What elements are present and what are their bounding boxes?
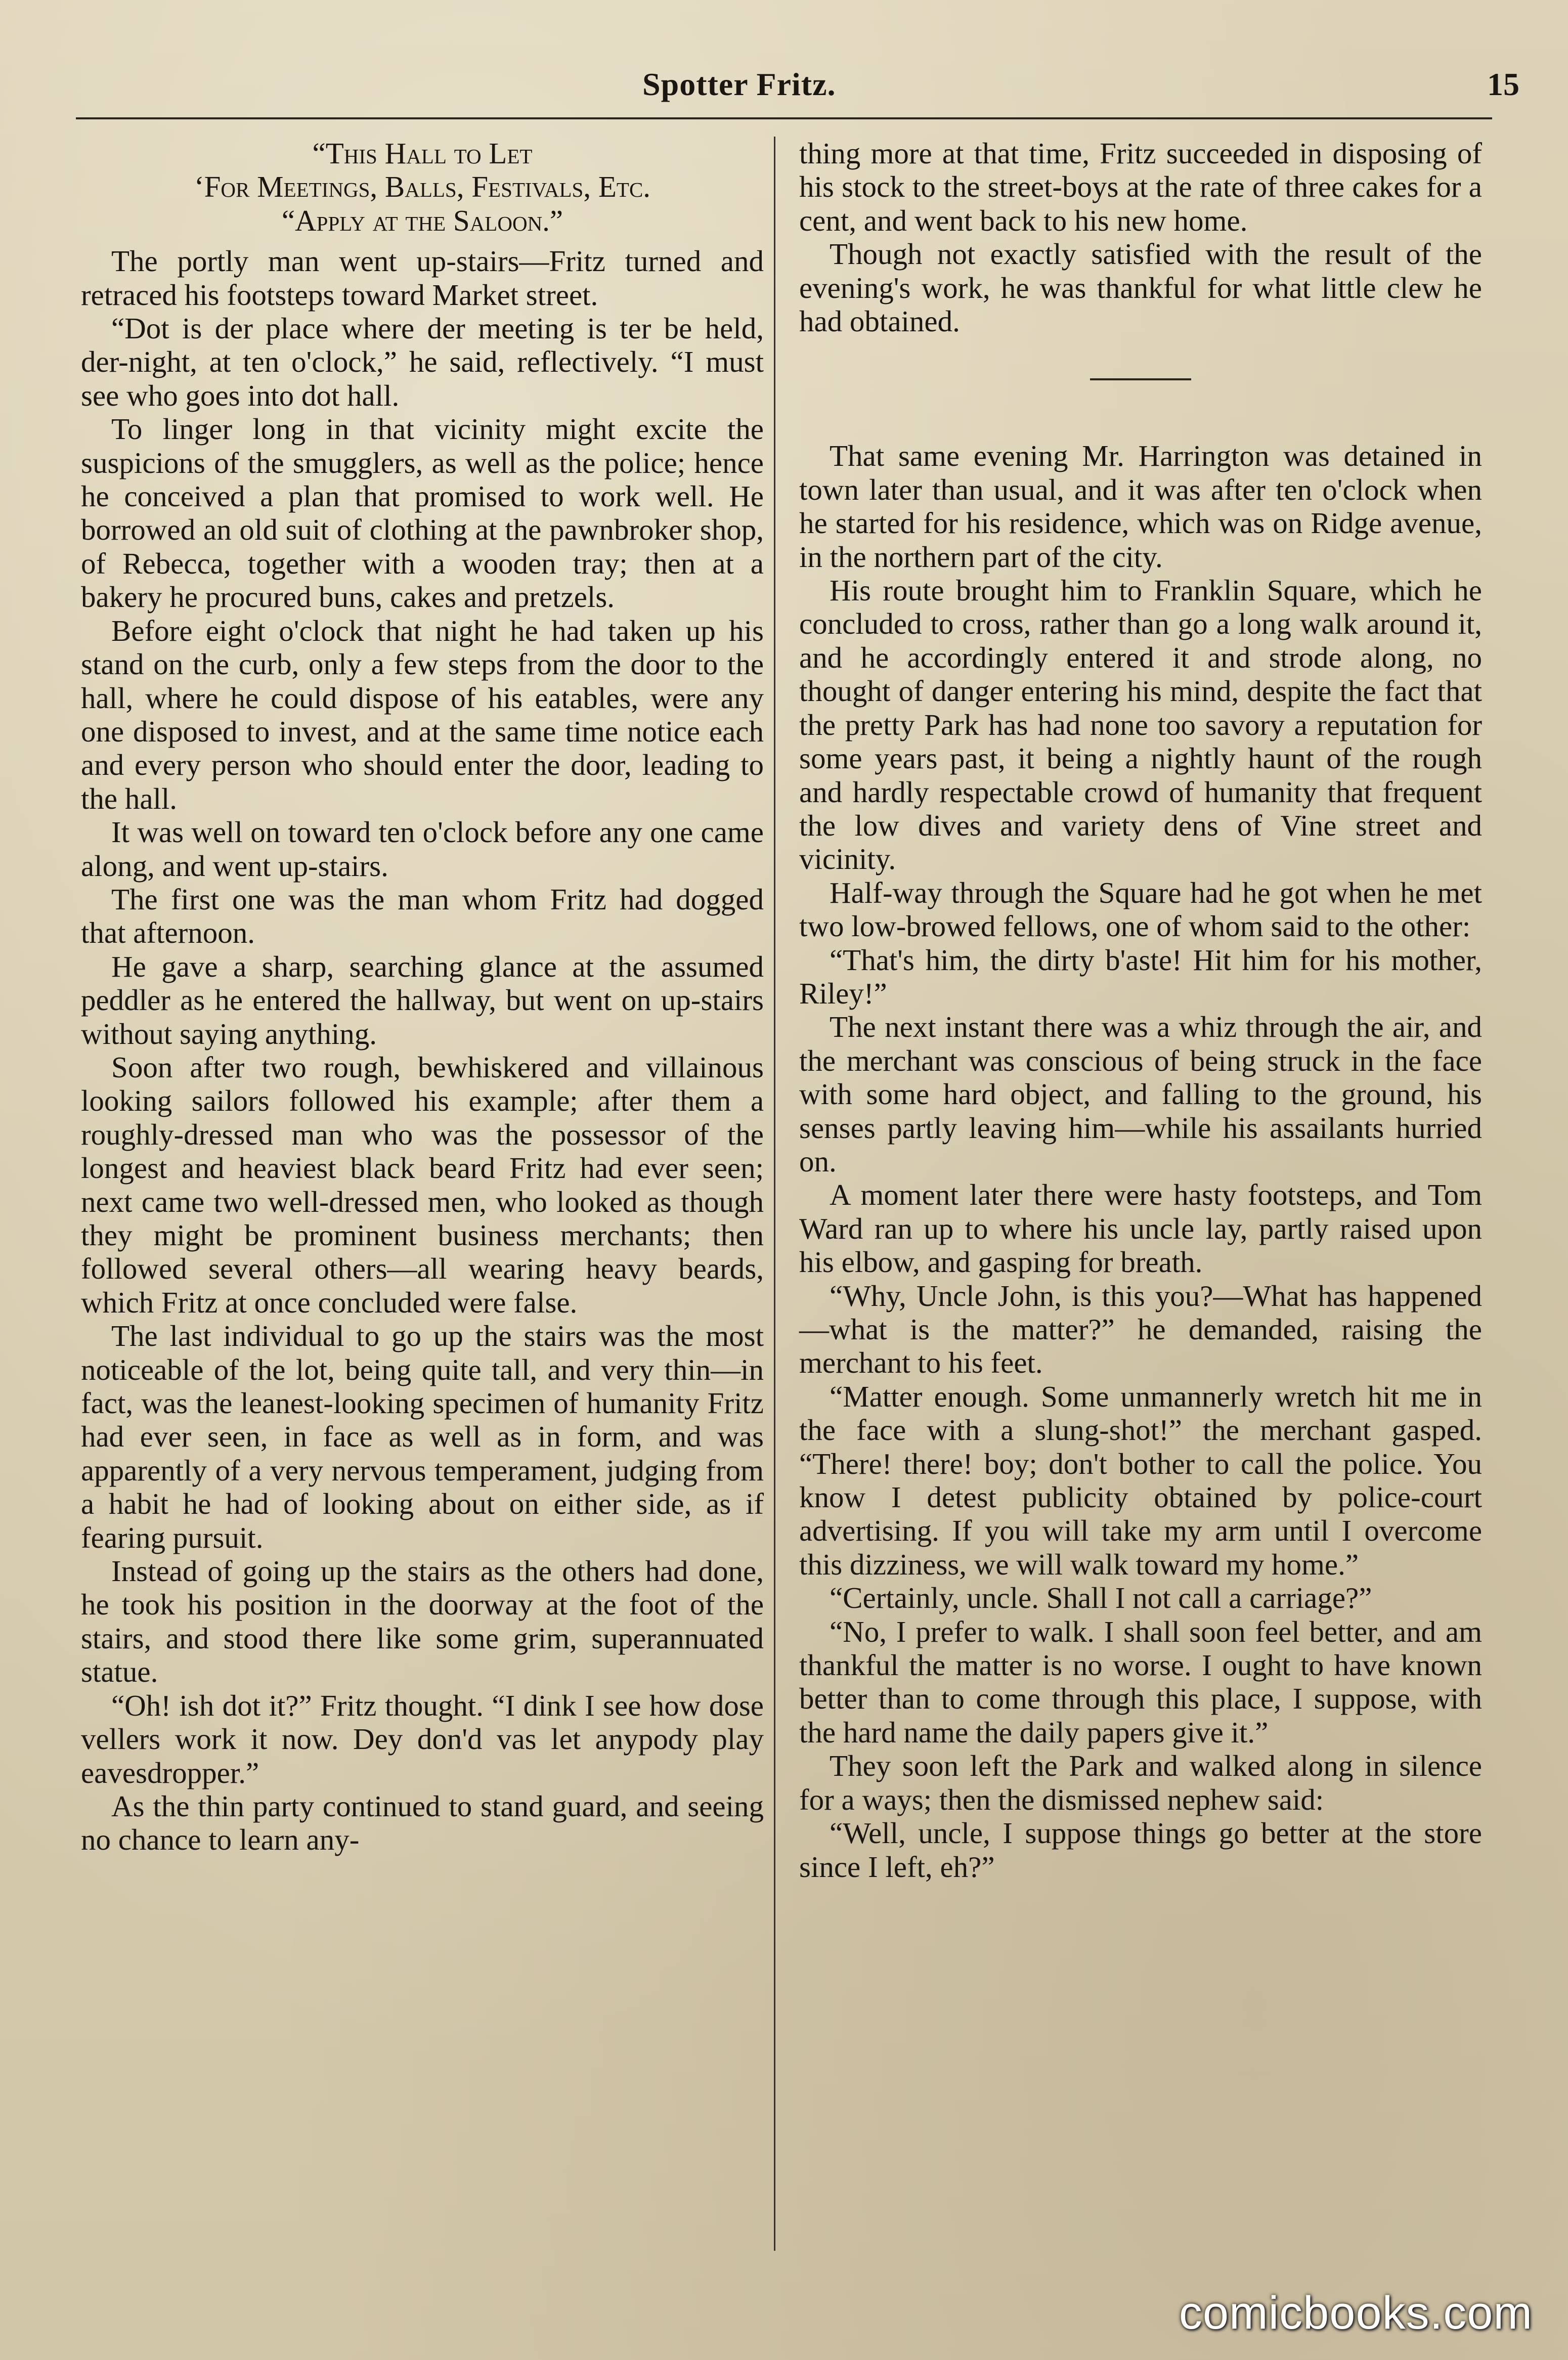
sign-line: ‘For Meetings, Balls, Festivals, Etc. [194,170,651,204]
paragraph: As the thin party continued to stand guard, and seeing no chance to learn any- [81,1789,764,1857]
paragraph: The first one was the man whom Fritz had dogged that afternoon. [81,882,764,950]
header-rule [76,117,1492,119]
paragraph: “Dot is der place where der meeting is ter be held, der-night, at ten o'clock,” he said, reflectively. “I must see who goes into dot hall. [81,312,764,412]
left-column [81,137,764,1857]
paragraph: His route brought him to Franklin Square, which he concluded to cross, rather than go a long walk around it, and he accordingly entered it and strode along, no thought of danger entering his mind, despite the fact that the pretty Park has had none too savory a reputation for some years past, it being a nightly haunt of the rough and hardly respectable crowd of humanity that frequent the low dives and variety dens of Vine street and vicinity. [799,574,1482,876]
paragraph: Soon after two rough, bewhiskered and villainous looking sailors followed his example; after them a roughly-dressed man who was the possessor of the longest and heaviest black beard Fritz had ever seen; next came two well-dressed men, who looked as though they might be prominent business merchants; then followed several others—all wearing heavy beards, which Fritz at once concluded were false. [81,1050,764,1319]
sign-line: “Apply at the Saloon.” [281,203,563,237]
paragraph: Before eight o'clock that night he had taken up his stand on the curb, only a few steps from the door to the hall, where he could dispose of his eatables, were any one disposed to invest, and at the same time notice each and every person who should enter the door, leading to the hall. [81,614,764,815]
right-column [799,137,1482,1884]
paragraph: The next instant there was a whiz through the air, and the merchant was conscious of being struck in the face with some hard object, and falling to the ground, his senses partly leaving him—while his assailants hurried on. [799,1010,1482,1178]
paragraph: “Oh! ish dot it?” Fritz thought. “I dink I see how dose vellers work it now. Dey don'd vas let anypody play eavesdropper.” [81,1688,764,1789]
paragraph-continued: thing more at that time, Fritz succeeded in disposing of his stock to the street-boys at the rate of three cakes for a cent, and went back to his new home. [799,137,1482,237]
paragraph: “No, I prefer to walk. I shall soon feel better, and am thankful the matter is no worse. I ought to have known better than to come through this place, I suppose, with the hard name the daily papers give it.” [799,1614,1482,1749]
paragraph: To linger long in that vicinity might excite the suspicions of the smugglers, as well as the police; hence he conceived a plan that promised to work well. He borrowed an old suit of clothing at the pawnbroker shop, of Rebecca, together with a wooden tray; then at a bakery he procured buns, cakes and pretzels. [81,412,764,614]
section-break-rule [1090,378,1191,380]
paragraph: “That's him, the dirty b'aste! Hit him for his mother, Riley!” [799,943,1482,1010]
page-number: 15 [1487,66,1519,102]
paragraph: They soon left the Park and walked along in silence for a ways; then the dismissed nephew said: [799,1749,1482,1816]
site-watermark: comicbooks.com [1179,2287,1533,2339]
paragraph: “Matter enough. Some unmannerly wretch hit me in the face with a slung-shot!” the merchant gasped. “There! there! boy; don't bother to call the police. You know I detest publicity obtained by police-court advertising. If you will take my arm until I overcome this dizziness, we will walk toward my home.” [799,1379,1482,1581]
sign-line: “This Hall to Let [312,137,533,170]
paragraph: He gave a sharp, searching glance at the assumed peddler as he entered the hallway, but went on up-stairs without saying anything. [81,949,764,1051]
paragraph: Instead of going up the stairs as the others had done, he took his position in the doorway at the foot of the stairs, and stood there like some grim, superannuated statue. [81,1554,764,1689]
paragraph: A moment later there were hasty footsteps, and Tom Ward ran up to where his uncle lay, partly raised upon his elbow, and gasping for breath. [799,1178,1482,1279]
paragraph: “Certainly, uncle. Shall I not call a carriage?” [830,1581,1372,1615]
paragraph: “Why, Uncle John, is this you?—What has happened—what is the matter?” he demanded, raising the merchant to his feet. [799,1279,1482,1380]
paragraph: It was well on toward ten o'clock before any one came along, and went up-stairs. [81,815,764,883]
paragraph: That same evening Mr. Harrington was detained in town later than usual, and it was after ten o'clock when he started for his residence, which was on Ridge avenue, in the northern part of the city. [799,439,1482,574]
running-title: Spotter Fritz. [642,66,836,102]
paragraph: The portly man went up-stairs—Fritz turned and retraced his footsteps toward Market street. [81,244,764,312]
paragraph: “Well, uncle, I suppose things go better at the store since I left, eh?” [799,1816,1482,1884]
hall-sign [81,137,764,237]
paragraph: Half-way through the Square had he got when he met two low-browed fellows, one of whom said to the other: [799,876,1482,943]
paragraph: Though not exactly satisfied with the result of the evening's work, he was thankful for what little clew he had obtained. [799,237,1482,338]
paragraph: The last individual to go up the stairs was the most noticeable of the lot, being quite tall, and very thin—in fact, was the leanest-looking specimen of humanity Fritz had ever seen, in face as well as in form, and was apparently of a very nervous temperament, judging from a habit he had of looking about on either side, as if fearing pursuit. [81,1319,764,1554]
page-header [0,61,1568,116]
column-divider [774,137,775,2251]
